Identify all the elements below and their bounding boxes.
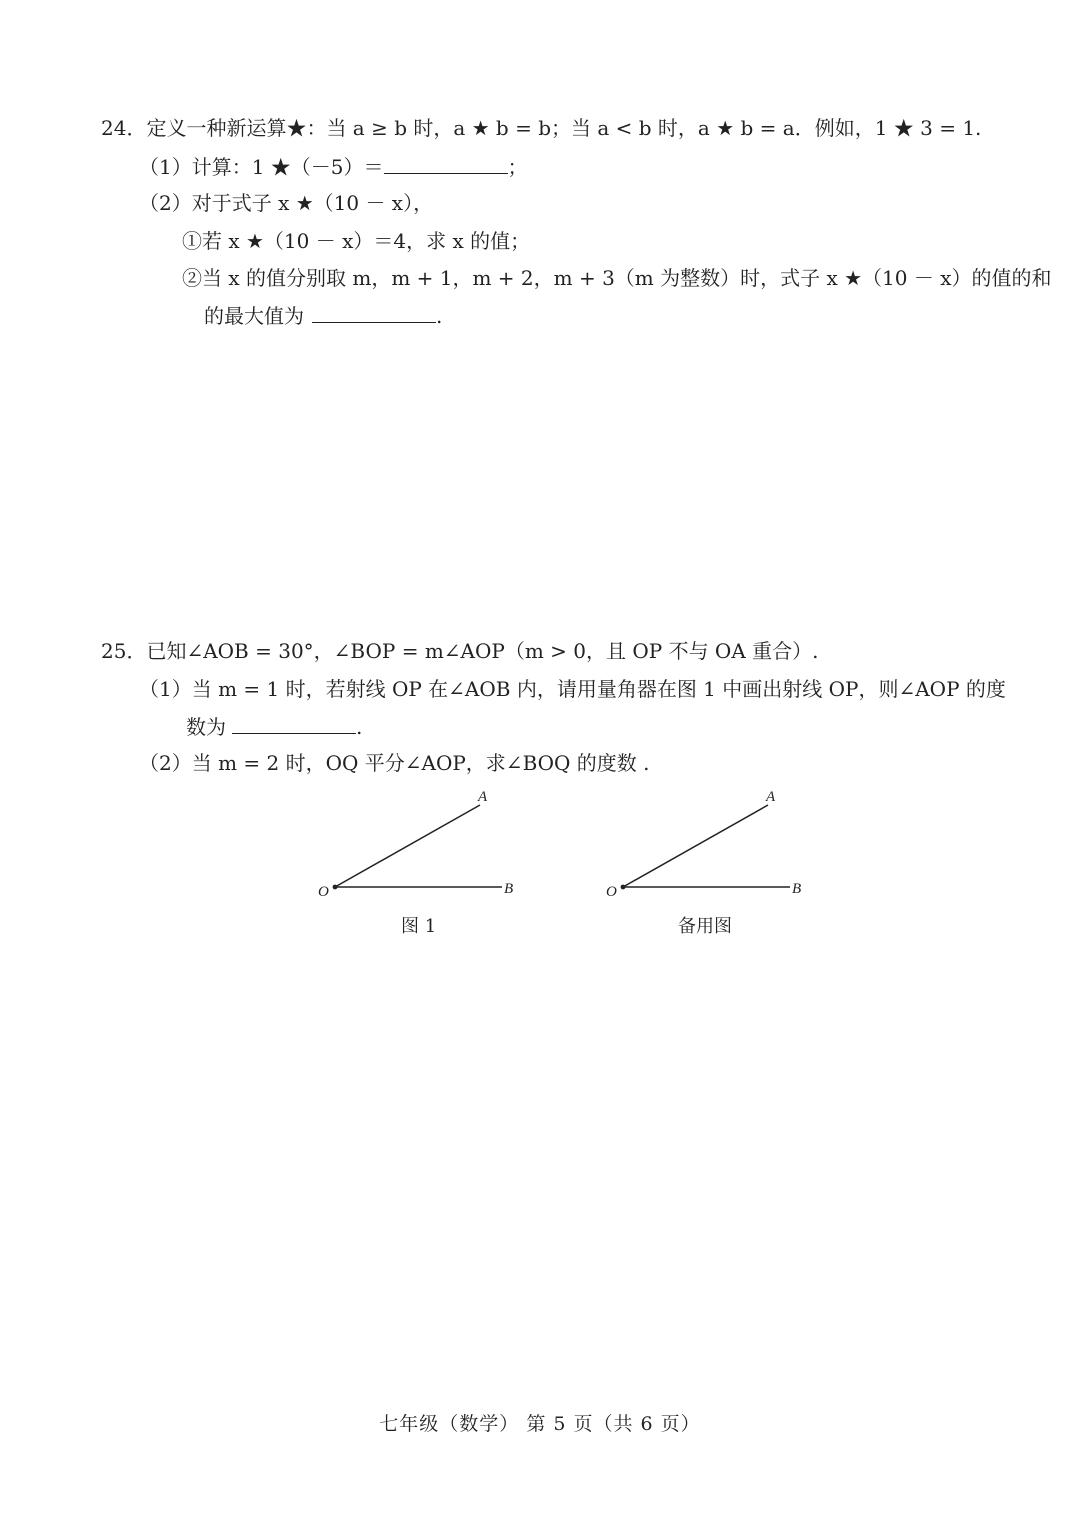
q25-stem: 25．已知∠AOB = 30°，∠BOP = m∠AOP（m > 0，且 OP 不与 OA 重合）.	[101, 639, 819, 663]
label-b: B	[504, 881, 514, 897]
q25-part2: （2）当 m = 2 时，OQ 平分∠AOP，求∠BOQ 的度数 .	[139, 751, 650, 775]
vertex-o-dot	[333, 885, 338, 890]
page-footer: 七年级（数学） 第 5 页（共 6 页）	[379, 1413, 701, 1435]
q25-part1-end: .	[356, 715, 363, 739]
q24-part2b-cont-text: 的最大值为	[204, 304, 304, 328]
q24-part2b: ②当 x 的值分别取 m，m + 1，m + 2，m + 3（m 为整数）时，式子 x ★（10 － x）的值的和	[182, 266, 1052, 290]
q25-part1: （1）当 m = 1 时，若射线 OP 在∠AOB 内，请用量角器在图 1 中画出射线 OP，则∠AOP 的度	[139, 677, 1006, 701]
label-o: O	[606, 884, 617, 900]
label-a: A	[766, 789, 776, 805]
q24-stem: 24．定义一种新运算★：当 a ≥ b 时，a ★ b = b；当 a < b 时，a ★ b = a．例如，1 ★ 3 = 1.	[101, 116, 982, 140]
ray-oa	[623, 805, 768, 887]
spare-figure-angle-diagram	[598, 785, 838, 905]
vertex-o-dot	[621, 885, 626, 890]
q24-part1-end: ；	[507, 155, 528, 179]
figure-1-angle-diagram	[310, 785, 550, 905]
q24-part1-text: （1）计算：1 ★（－5）＝	[139, 155, 384, 179]
label-o: O	[318, 884, 329, 900]
spare-figure-caption: 备用图	[678, 916, 732, 937]
q24-part2: （2）对于式子 x ★（10 － x），	[139, 191, 434, 215]
figure-1-caption: 图 1	[401, 916, 437, 937]
q24-part2b-answer-blank[interactable]	[312, 302, 436, 323]
label-a: A	[478, 789, 488, 805]
q25-part1-cont	[186, 713, 362, 739]
q25-part1-cont-text: 数为	[186, 715, 226, 739]
q24-part2b-end: .	[436, 304, 443, 328]
label-b: B	[792, 881, 802, 897]
ray-oa	[335, 805, 480, 887]
q24-part1-answer-blank[interactable]	[384, 153, 508, 174]
q24-part2a: ①若 x ★（10 － x）＝4，求 x 的值；	[182, 229, 531, 253]
q24-part2b-cont	[204, 302, 442, 328]
q24-part1	[139, 153, 528, 179]
q25-part1-answer-blank[interactable]	[232, 713, 356, 734]
